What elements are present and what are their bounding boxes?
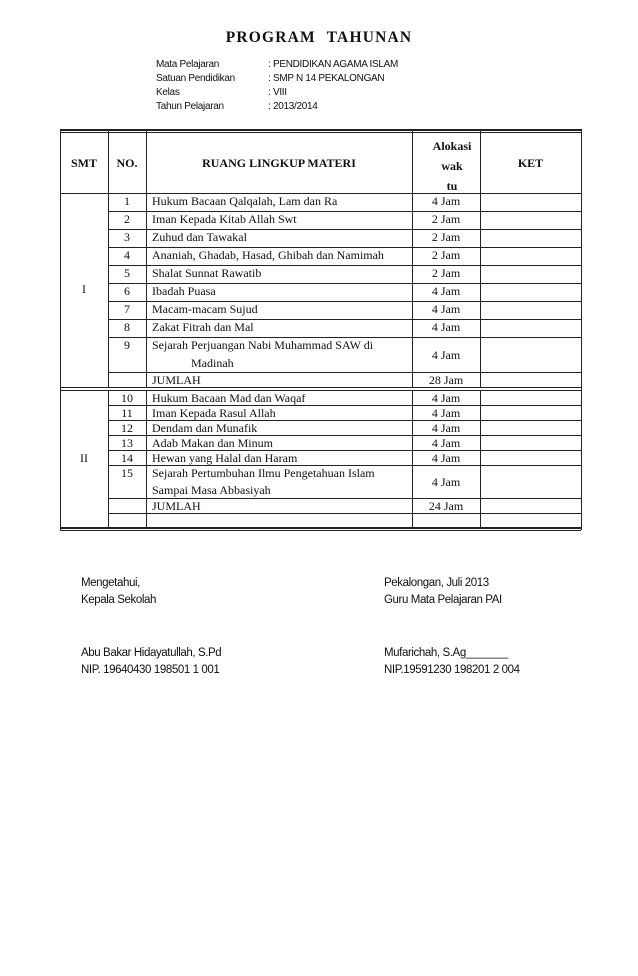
meta-value: : VIII [268, 87, 287, 98]
meta-value: : 2013/2014 [268, 101, 318, 112]
table-rule [480, 129, 481, 387]
table-rule [480, 390, 481, 527]
row-no: 5 [124, 266, 130, 280]
row-no: 4 [124, 248, 130, 262]
sig-right-name: Mufarichah, S.Ag_______ [384, 647, 508, 659]
row-materi: Macam-macam Sujud [152, 302, 258, 316]
sig-right-place-date: Pekalongan, Juli 2013 [384, 577, 489, 589]
row-no: 9 [124, 338, 130, 352]
sig-right-role: Guru Mata Pelajaran PAI [384, 594, 502, 606]
header-no: NO. [116, 156, 138, 170]
page-title: PROGRAM TAHUNAN [225, 29, 413, 46]
row-no: 1 [124, 194, 130, 208]
table-rule [60, 129, 61, 390]
table-rule [60, 387, 581, 388]
row-no: 15 [121, 466, 133, 480]
table-rule [581, 390, 582, 530]
table-rule [60, 132, 581, 133]
meta-row [156, 72, 384, 86]
row-no: 6 [124, 284, 130, 298]
header-smt: SMT [70, 156, 97, 170]
sig-right-nip: NIP.19591230 198201 2 004 [384, 664, 520, 676]
sig-left-greeting: Mengetahui, [81, 577, 140, 589]
table-rule [60, 527, 581, 529]
header-ket: KET [517, 156, 544, 170]
row-jumlah-value: 24 Jam [428, 499, 464, 513]
meta-value: : PENDIDIKAN AGAMA ISLAM [268, 59, 399, 70]
header-materi: RUANG LINGKUP MATERI [202, 156, 356, 170]
meta-value: : SMP N 14 PEKALONGAN [268, 73, 385, 84]
row-materi: Dendam dan Munafik [152, 421, 258, 435]
table-rule [412, 129, 413, 387]
table-rule [60, 390, 61, 530]
row-alokasi: 4 Jam [431, 284, 461, 298]
table-rule [146, 390, 147, 527]
row-materi: Ananiah, Ghadab, Hasad, Ghibah dan Namimah [152, 248, 384, 262]
meta-label: Mata Pelajaran [156, 59, 220, 70]
row-materi: Hukum Bacaan Qalqalah, Lam dan Ra [152, 194, 338, 208]
row-materi: Zakat Fitrah dan Mal [152, 320, 254, 334]
row-no: 14 [121, 451, 133, 465]
semester-label: II [80, 451, 88, 465]
row-materi: Shalat Sunnat Rawatib [152, 266, 262, 280]
row-jumlah-label: JUMLAH [152, 499, 201, 513]
table-rule [60, 530, 581, 531]
table-rule [146, 129, 147, 387]
row-alokasi: 2 Jam [431, 248, 461, 262]
row-alokasi: 4 Jam [431, 194, 461, 208]
header-alokasi: Alokasi [432, 139, 472, 153]
row-alokasi: 4 Jam [431, 320, 461, 334]
meta-row [156, 58, 398, 72]
row-no: 10 [121, 391, 133, 405]
row-no: 8 [124, 320, 130, 334]
table-rule [108, 390, 109, 527]
meta-label: Kelas [156, 87, 180, 98]
row-no: 12 [121, 421, 133, 435]
semester-label: I [82, 282, 86, 296]
row-no: 7 [124, 302, 130, 316]
row-alokasi: 2 Jam [431, 230, 461, 244]
row-alokasi: 4 Jam [431, 302, 461, 316]
meta-label: Tahun Pelajaran [156, 101, 224, 112]
table-rule [60, 129, 581, 131]
sig-left-role: Kepala Sekolah [81, 594, 156, 606]
row-alokasi: 4 Jam [431, 475, 461, 489]
meta-row [156, 100, 318, 114]
row-alokasi: 4 Jam [431, 406, 461, 420]
meta-row [156, 86, 287, 100]
row-alokasi: 4 Jam [431, 348, 461, 362]
row-no: 11 [121, 406, 133, 420]
row-alokasi: 2 Jam [431, 266, 461, 280]
table-rule [412, 390, 413, 527]
row-jumlah-value: 28 Jam [428, 373, 464, 387]
table-rule [581, 129, 582, 390]
row-no: 2 [124, 212, 130, 226]
row-materi: Sampai Masa Abbasiyah [152, 483, 271, 497]
sig-left-name: Abu Bakar Hidayatullah, S.Pd [81, 647, 222, 659]
row-no: 3 [124, 230, 130, 244]
table-rule [108, 129, 109, 387]
header-alokasi: tu [446, 179, 458, 193]
row-materi: Adab Makan dan Minum [152, 436, 273, 450]
table-rule [108, 513, 581, 514]
row-alokasi: 4 Jam [431, 436, 461, 450]
header-alokasi: wak [441, 159, 463, 173]
row-alokasi: 4 Jam [431, 451, 461, 465]
row-no: 13 [121, 436, 133, 450]
row-materi: Iman Kepada Rasul Allah [152, 406, 276, 420]
row-materi: Zuhud dan Tawakal [152, 230, 247, 244]
row-materi: Sejarah Pertumbuhan Ilmu Pengetahuan Islam [152, 466, 375, 480]
row-materi: Madinah [191, 356, 234, 370]
row-materi: Hukum Bacaan Mad dan Waqaf [152, 391, 306, 405]
row-jumlah-label: JUMLAH [152, 373, 201, 387]
row-alokasi: 2 Jam [431, 212, 461, 226]
sig-left-nip: NIP. 19640430 198501 1 001 [81, 664, 220, 676]
row-alokasi: 4 Jam [431, 391, 461, 405]
row-materi: Ibadah Puasa [152, 284, 216, 298]
row-materi: Hewan yang Halal dan Haram [152, 451, 298, 465]
row-materi: Sejarah Perjuangan Nabi Muhammad SAW di [152, 338, 374, 352]
meta-label: Satuan Pendidikan [156, 73, 235, 84]
row-materi: Iman Kepada Kitab Allah Swt [152, 212, 297, 226]
row-alokasi: 4 Jam [431, 421, 461, 435]
